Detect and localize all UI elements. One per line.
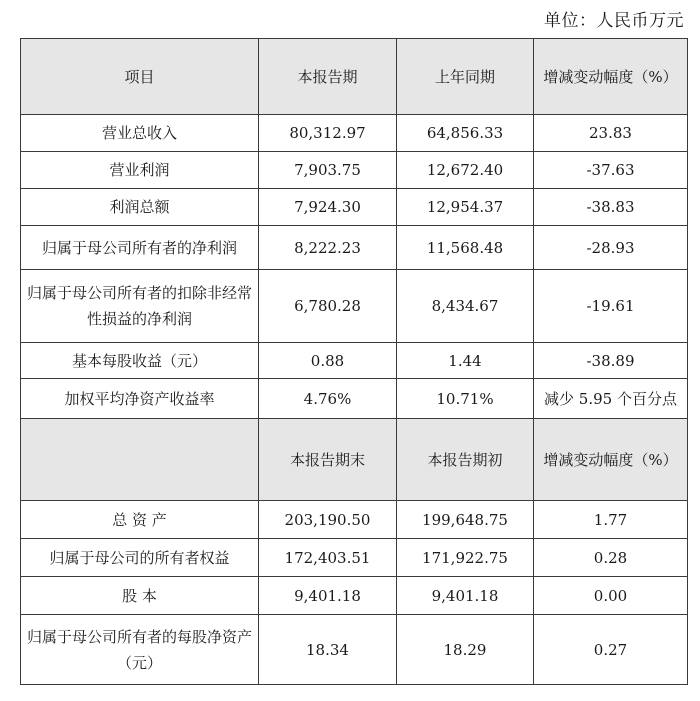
value-cell: 1.77 <box>534 501 688 539</box>
value-cell: 8,434.67 <box>397 270 534 343</box>
unit-label: 单位：人民币万元 <box>544 11 684 31</box>
value-cell: 0.27 <box>534 615 688 685</box>
row-label-cell: 归属于母公司所有者的净利润 <box>21 226 259 270</box>
table-header-row <box>21 419 688 501</box>
value-cell: -38.89 <box>534 343 688 379</box>
table-row <box>21 152 688 189</box>
value-cell: 64,856.33 <box>397 115 534 152</box>
value-cell: 12,672.40 <box>397 152 534 189</box>
header-cell: 本报告期 <box>259 39 397 115</box>
value-cell: 9,401.18 <box>259 577 397 615</box>
table-row <box>21 343 688 379</box>
value-cell: 199,648.75 <box>397 501 534 539</box>
value-cell: 172,403.51 <box>259 539 397 577</box>
value-cell: -37.63 <box>534 152 688 189</box>
value-cell: 80,312.97 <box>259 115 397 152</box>
value-cell: 18.34 <box>259 615 397 685</box>
row-label-cell: 营业总收入 <box>21 115 259 152</box>
value-cell: -19.61 <box>534 270 688 343</box>
table-row <box>21 226 688 270</box>
value-cell: 203,190.50 <box>259 501 397 539</box>
value-cell: 4.76% <box>259 379 397 419</box>
row-label-cell: 归属于母公司所有者的每股净资产（元） <box>21 615 259 685</box>
header-cell: 项目 <box>21 39 259 115</box>
table-row <box>21 577 688 615</box>
table-row <box>21 501 688 539</box>
value-cell: 0.00 <box>534 577 688 615</box>
row-label-cell: 利润总额 <box>21 189 259 226</box>
row-label-cell: 归属于母公司所有者的扣除非经常性损益的净利润 <box>21 270 259 343</box>
row-label-cell: 营业利润 <box>21 152 259 189</box>
table-row <box>21 379 688 419</box>
value-cell: 171,922.75 <box>397 539 534 577</box>
header-cell <box>21 419 259 501</box>
header-cell: 增减变动幅度（%） <box>534 39 688 115</box>
value-cell: 23.83 <box>534 115 688 152</box>
table-row <box>21 115 688 152</box>
value-cell: 9,401.18 <box>397 577 534 615</box>
financial-summary-table <box>20 38 688 685</box>
value-cell: 0.88 <box>259 343 397 379</box>
value-cell: 8,222.23 <box>259 226 397 270</box>
value-cell: 6,780.28 <box>259 270 397 343</box>
value-cell: 减少 5.95 个百分点 <box>534 379 688 419</box>
value-cell: 1.44 <box>397 343 534 379</box>
value-cell: 12,954.37 <box>397 189 534 226</box>
table-row <box>21 189 688 226</box>
header-cell: 上年同期 <box>397 39 534 115</box>
value-cell: -38.83 <box>534 189 688 226</box>
row-label-cell: 基本每股收益（元） <box>21 343 259 379</box>
value-cell: 7,924.30 <box>259 189 397 226</box>
value-cell: 0.28 <box>534 539 688 577</box>
value-cell: 7,903.75 <box>259 152 397 189</box>
table-row <box>21 270 688 343</box>
row-label-cell: 归属于母公司的所有者权益 <box>21 539 259 577</box>
value-cell: 18.29 <box>397 615 534 685</box>
table-header-row <box>21 39 688 115</box>
table-row <box>21 539 688 577</box>
row-label-cell: 总 资 产 <box>21 501 259 539</box>
value-cell: 11,568.48 <box>397 226 534 270</box>
row-label-cell: 股 本 <box>21 577 259 615</box>
row-label-cell: 加权平均净资产收益率 <box>21 379 259 419</box>
value-cell: 10.71% <box>397 379 534 419</box>
header-cell: 增减变动幅度（%） <box>534 419 688 501</box>
header-cell: 本报告期初 <box>397 419 534 501</box>
table-row <box>21 615 688 685</box>
header-cell: 本报告期末 <box>259 419 397 501</box>
value-cell: -28.93 <box>534 226 688 270</box>
